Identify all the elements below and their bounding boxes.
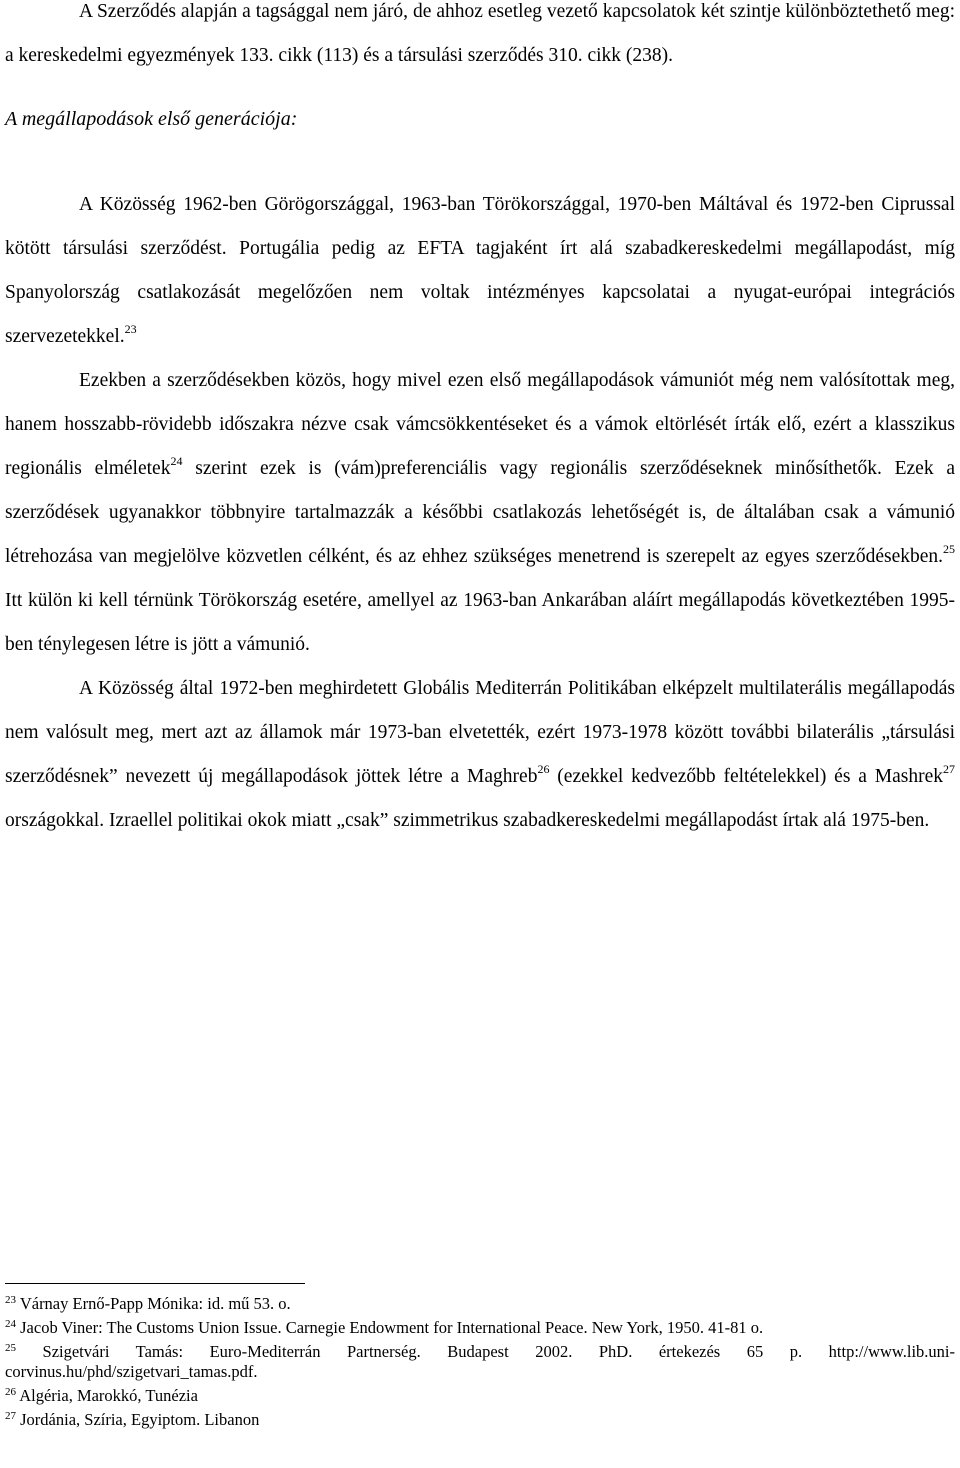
footnote-ref[interactable]: 23 [124,322,137,336]
footnotes [5,1294,955,1434]
footnote-ref[interactable]: 24 [170,454,183,468]
footnote-number: 27 [5,1410,16,1422]
footnote-item [5,1294,955,1314]
footnote-text: Szigetvári Tamás: Euro-Mediterrán Partnerség. Budapest 2002. PhD. értekezés 65 p. http://www.lib.uni-corvinus.hu/phd/szigetvari_tamas.pdf. [5,1342,955,1381]
footnote-ref[interactable]: 26 [537,762,550,776]
paragraph-text: A Közösség által 1972-ben meghirdetett Globális Mediterrán Politikában elképzelt multilaterális megállapodás nem valósult meg, mert azt az államok már 1973-ban elvetették, ezért 1973-1978 között további bilaterális „társulási szerződésnek” nevezett új megállapodások jöttek létre a Maghreb [5,678,955,787]
paragraph-text: szerint ezek is (vám)preferenciális vagy regionális szerződéseknek minősíthetők. Ezek a szerződések ugyanakkor többnyire tartalmazzák a későbbi csatlakozás lehetőségét is, de általában csak a vámunió létrehozása van megjelölve közvetlen célként, és az ehhez szükséges menetrend is szerepelt az egyes szerződésekben. [5,458,956,567]
footnote-text: Algéria, Marokkó, Tunézia [16,1386,198,1405]
footnote-separator [5,1283,305,1284]
footnote-number: 23 [5,1294,16,1306]
paragraph-text: Itt külön ki kell térnünk Törökország esetére, amellyel az 1963-ban Ankarában aláírt megállapodás következtében 1995-ben ténylegesen létre is jött a vámunió. [5,590,955,655]
footnote-text: Várnay Ernő-Papp Mónika: id. mű 53. o. [16,1294,291,1313]
footnote-text: Jacob Viner: The Customs Union Issue. Carnegie Endowment for International Peace. New York, 1950. 41-81 o. [16,1318,764,1337]
section-heading: A megállapodások első generációja: [5,108,298,130]
paragraph-text: (ezekkel kedvezőbb feltételekkel) és a Mashrek [549,766,944,787]
footnote-item [5,1342,955,1382]
footnote-number: 26 [5,1386,16,1398]
footnote-number: 24 [5,1318,16,1330]
paragraph-text: Ezekben a szerződésekben közös, hogy mivel ezen első megállapodások vámuniót még nem valósítottak meg, hanem hosszabb-rövidebb időszakra nézve csak vámcsökkentéseket és a vámok eltörlését írták elő, ezért a klasszikus regionális elméletek [5,370,955,479]
document-page [5,0,955,843]
paragraph-agreements [5,359,955,667]
footnote-number: 25 [5,1342,16,1354]
paragraph-intro: A Szerződés alapján a tagsággal nem járó, de ahhoz esetleg vezető kapcsolatok két szintje különböztethető meg: a kereskedelmi egyezmények 133. cikk (113) és a társulási szerződés 310. cikk (238). [5,1,955,66]
footnote-item [5,1386,955,1406]
footnote-text: Jordánia, Szíria, Egyiptom. Libanon [16,1410,260,1429]
paragraph-text: országokkal. Izraellel politikai okok miatt „csak” szimmetrikus szabadkereskedelmi megállapodást írtak alá 1975-ben. [5,810,930,831]
footnote-item [5,1410,955,1430]
paragraph-text: A Közösség 1962-ben Görögországgal, 1963-ban Törökországgal, 1970-ben Máltával és 1972-ben Ciprussal kötött társulási szerződést. Portugália pedig az EFTA tagjaként írt alá szabadkereskedelmi megállapodást, míg Spanyolország csatlakozását megelőzően nem voltak intézményes kapcsolatai a nyugat-európai integrációs szervezetekkel. [5,194,955,347]
footnote-item [5,1318,955,1338]
paragraph-mediterranean [5,667,955,843]
footnote-ref[interactable]: 27 [943,762,956,776]
paragraph-first-generation [5,183,955,359]
footnote-ref[interactable]: 25 [943,542,955,556]
